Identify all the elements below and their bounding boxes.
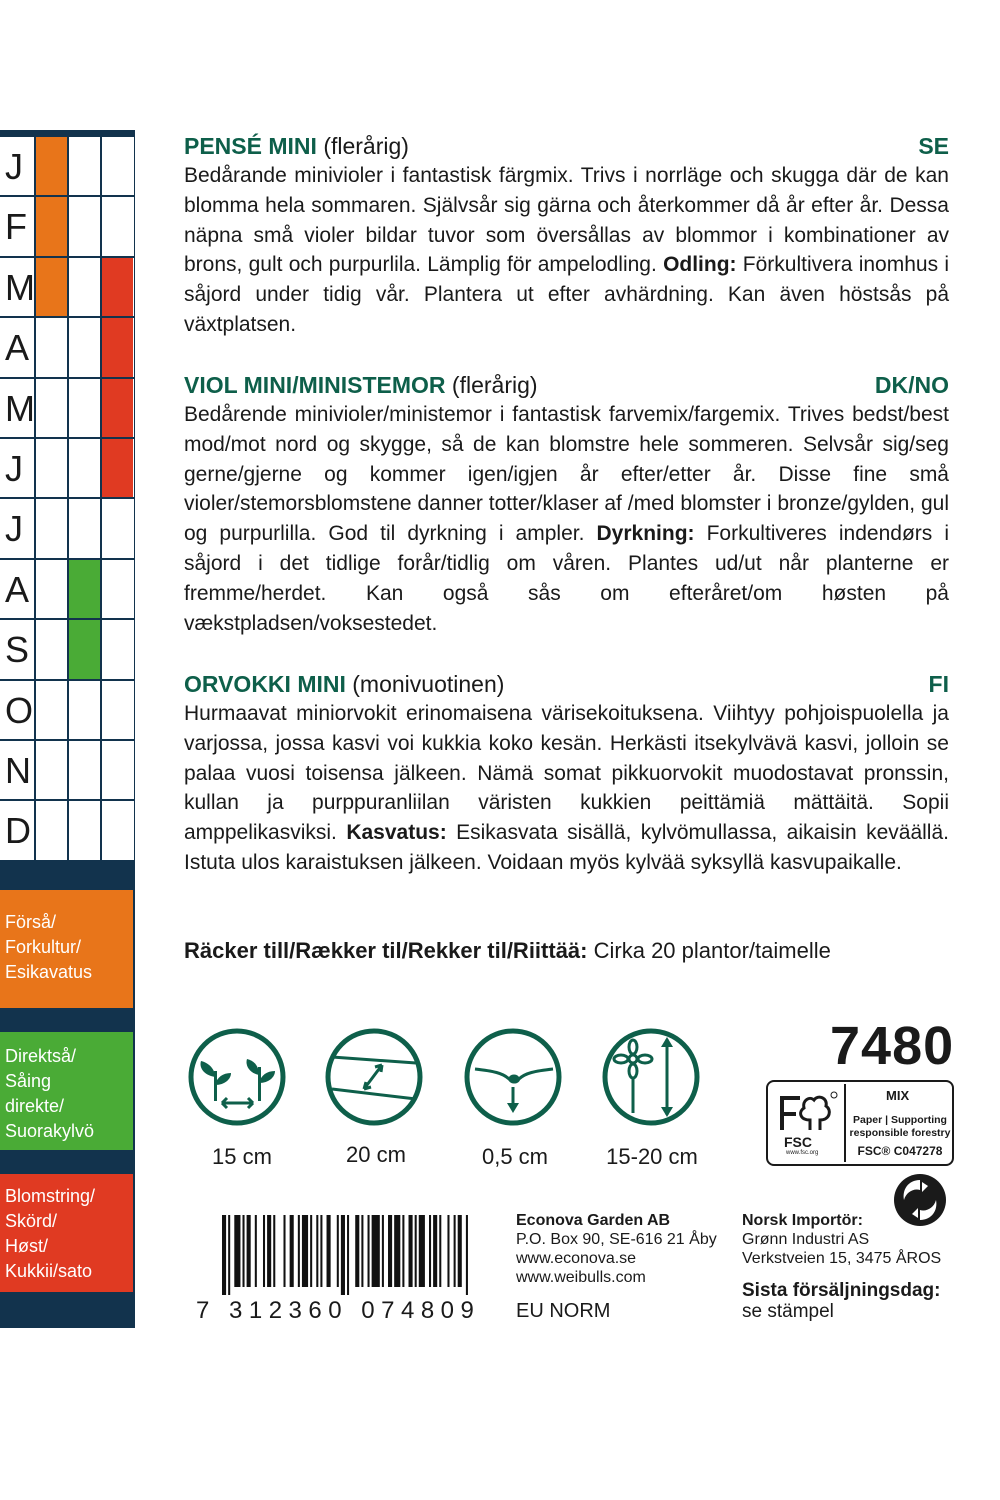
yield-label: Räcker till/Rækker til/Rekker til/Riittää: <box>184 938 588 963</box>
calendar-cell <box>36 801 69 859</box>
plant-spacing-label: 15 cm <box>212 1144 272 1169</box>
barcode-bar <box>439 1215 441 1287</box>
fsc-license: FSC® C047278 <box>857 1144 943 1158</box>
calendar-cell-red <box>102 258 133 316</box>
desc-text2-fi: Esikasvata sisällä, kylvömullassa, aikaisin keväällä. Istuta ulos karaistuksen jälkeen. Voidaan myös kylvää syksyllä kasvupaikalle. <box>184 821 949 874</box>
barcode-bar <box>242 1215 244 1287</box>
legend-blom-text: Blomstring/ Skörd/ Høst/ Kukkii/sato <box>5 1186 96 1281</box>
sow-depth-label: 0,5 cm <box>481 1144 549 1169</box>
barcode-bar <box>458 1215 462 1287</box>
calendar-month-letter: A <box>0 560 36 618</box>
barcode-bar <box>247 1215 251 1287</box>
importer-name: Grønn Industri AS <box>742 1231 870 1248</box>
calendar-month-letter: M <box>0 258 36 316</box>
calendar-month-letter: N <box>0 741 36 799</box>
qualifier-fi: (monivuotinen) <box>352 671 505 697</box>
sell-by-value: se stämpel <box>742 1301 834 1322</box>
barcode-bar <box>415 1215 417 1287</box>
barcode-bar <box>290 1215 294 1287</box>
calendar-cell <box>36 318 69 376</box>
calendar-cell-red <box>102 439 133 497</box>
calendar-cell <box>36 379 69 437</box>
lang-dk: DK/NO <box>874 372 949 398</box>
sowing-calendar <box>0 137 134 862</box>
label-se: Odling: <box>663 253 737 277</box>
barcode-bar <box>228 1215 230 1295</box>
barcode-bar <box>283 1215 285 1287</box>
section-dk <box>184 370 949 638</box>
calendar-cell <box>102 197 133 255</box>
calendar-cell <box>102 681 133 739</box>
sow-depth-icon <box>463 1027 563 1127</box>
desc-text-se: Bedårande minivioler i fantastisk färgmix. Trivs i norrläge och skugga där de kan blomma hela sommaren. Självsår sig gärna och återkommer då år efter år. Dessa näpna små violer bildar tuvor som översållas av blommor i kombinationer av brons, gult och purpurlila. Lämplig för ampelodling. <box>184 164 949 277</box>
product-name-dk: VIOL MINI/MINISTEMOR <box>184 372 446 398</box>
calendar-cell <box>69 197 102 255</box>
calendar-cell-orange <box>36 137 69 195</box>
lang-se: SE <box>918 133 949 159</box>
barcode-bar <box>222 1215 226 1295</box>
calendar-row <box>0 137 134 197</box>
fsc-line1: Paper | Supporting <box>853 1114 947 1126</box>
qualifier-se: (flerårig) <box>323 133 409 159</box>
calendar-cell <box>69 681 102 739</box>
barcode-bar <box>341 1215 345 1295</box>
importer-address <box>742 1211 941 1268</box>
product-name-se: PENSÉ MINI <box>184 133 317 159</box>
calendar-cell <box>36 439 69 497</box>
product-name-fi: ORVOKKI MINI <box>184 671 346 697</box>
barcode-bar <box>382 1215 384 1287</box>
row-spacing-label: 20 cm <box>346 1142 406 1167</box>
importer-addr: Verkstveien 15, 3475 ÅROS <box>742 1250 942 1267</box>
barcode-bar <box>263 1215 265 1287</box>
company-box: P.O. Box 90, SE-616 21 Åby <box>516 1231 717 1248</box>
fsc-divider <box>844 1084 846 1162</box>
legend-blom <box>0 1174 133 1292</box>
description-dk <box>184 400 949 638</box>
calendar-cell <box>69 318 102 376</box>
calendar-row <box>0 560 134 620</box>
barcode-bar <box>316 1215 318 1287</box>
barcode-bar <box>454 1215 456 1287</box>
calendar-row <box>0 741 134 801</box>
calendar-cell-orange <box>36 197 69 255</box>
calendar-cell-green <box>69 620 102 678</box>
yield-line <box>184 938 831 964</box>
calendar-month-letter: J <box>0 439 36 497</box>
yield-value: Cirka 20 plantor/taimelle <box>593 938 831 963</box>
calendar-cell <box>69 801 102 859</box>
barcode-bar <box>298 1215 300 1287</box>
description-se <box>184 161 949 340</box>
barcode-digits: 7 312360 074809 <box>196 1297 481 1324</box>
barcode-bar <box>267 1215 271 1287</box>
fsc-url: www.fsc.org <box>786 1150 819 1156</box>
calendar-cell-red <box>102 318 133 376</box>
barcode-bar <box>273 1215 275 1287</box>
label-dk: Dyrkning: <box>596 522 695 546</box>
calendar-cell <box>102 620 133 678</box>
barcode-bar <box>255 1215 257 1287</box>
barcode-bar <box>355 1215 359 1287</box>
calendar-cell <box>36 560 69 618</box>
desc-text-fi: Hurmaavat miniorvokit erinomaisena värisekoituksena. Viihtyy pohjoispuolella ja varjossa, jossa kasvi voi kukkia koko kesän. Herkästi itsekylvävä kasvi, jolloin se palaa vuosi toisensa jälkeen. Nämä somat pikkuorvokit muodostavat pronssin, kullan ja purppuranliilan väristen kukkien peittämiä mättäitä. Sopii amppelikasviksi. <box>184 702 949 845</box>
barcode-bar <box>433 1215 437 1287</box>
section-fi <box>184 669 949 878</box>
calendar-cell <box>69 258 102 316</box>
sell-by-title: Sista försäljningsdag: <box>742 1280 941 1301</box>
lang-fi: FI <box>928 671 949 697</box>
barcode-bar <box>419 1215 425 1287</box>
legend-direkt <box>0 1032 133 1150</box>
sell-by <box>742 1280 940 1322</box>
barcode-bar <box>302 1215 308 1287</box>
barcode-bar <box>388 1215 392 1287</box>
barcode-bar <box>372 1215 380 1287</box>
calendar-cell <box>69 379 102 437</box>
calendar-month-letter: A <box>0 318 36 376</box>
barcode-bar <box>429 1215 431 1287</box>
barcode-bar <box>347 1215 349 1295</box>
calendar-month-letter: F <box>0 197 36 255</box>
barcode-bar <box>394 1215 400 1287</box>
calendar-cell <box>102 741 133 799</box>
calendar-cell <box>69 439 102 497</box>
calendar-cell <box>69 741 102 799</box>
legend-direkt-text: Direktså/ Såing direkte/ Suorakylvö <box>5 1046 95 1141</box>
calendar-month-letter: J <box>0 137 36 195</box>
fsc-mix: MIX <box>886 1088 910 1103</box>
calendar-cell <box>69 499 102 557</box>
legend-forsa-text: Förså/ Forkultur/ Esikavatus <box>5 912 93 982</box>
calendar-month-letter: M <box>0 379 36 437</box>
calendar-cell <box>102 560 133 618</box>
calendar-row <box>0 197 134 257</box>
calendar-cell <box>69 137 102 195</box>
barcode-bar <box>409 1215 413 1287</box>
calendar-row <box>0 258 134 318</box>
calendar-row <box>0 620 134 680</box>
barcode-bar <box>447 1215 449 1287</box>
calendar-cell <box>36 681 69 739</box>
barcode-bar <box>402 1215 404 1287</box>
calendar-cell <box>102 137 133 195</box>
fsc-label <box>766 1080 954 1166</box>
calendar-row <box>0 499 134 559</box>
barcode-bar <box>310 1215 312 1287</box>
qualifier-dk: (flerårig) <box>451 372 538 398</box>
barcode-bar <box>368 1215 370 1287</box>
calendar-cell <box>102 801 133 859</box>
calendar-row <box>0 681 134 741</box>
plant-height-icon <box>601 1027 701 1127</box>
calendar-row <box>0 801 134 861</box>
calendar-cell <box>36 741 69 799</box>
calendar-cell <box>102 499 133 557</box>
barcode-bar <box>337 1215 339 1287</box>
desc-text2-dk: Forkultiveres indendørs i såjord i det tidlige forår/tidlig om våren. Plantes ud/ut når planterne er fremme/herdet. Kan også sås om efteråret/om høsten på vækstpladsen/voksestedet. <box>184 522 949 635</box>
calendar-month-letter: D <box>0 801 36 859</box>
barcode-bar <box>320 1215 322 1287</box>
calendar-month-letter: S <box>0 620 36 678</box>
row-spacing-icon <box>324 1027 424 1127</box>
company-name: Econova Garden AB <box>516 1212 671 1229</box>
label-fi: Kasvatus: <box>346 821 447 845</box>
calendar-row <box>0 439 134 499</box>
article-code: 7480 <box>830 1016 955 1076</box>
importer-title: Norsk Importör: <box>742 1212 863 1229</box>
barcode-bar <box>361 1215 363 1287</box>
desc-text-dk: Bedårende minivioler/ministemor i fantastisk farvemix/fargemix. Trives bedst/best mod/mot nord og skygge, så de kan blomstre hele sommeren. Selvsår sig/seg gerne/gjerne og kommer igen/igjen år efter/etter år. Disse fine små violer/stemorsblomstene danner totter/klaser af /med blomster i bronze/gylden, gul og purpurlilla. God til dyrkning i ampler. <box>184 403 949 546</box>
calendar-month-letter: J <box>0 499 36 557</box>
calendar-cell-orange <box>36 258 69 316</box>
barcode <box>222 1215 470 1295</box>
calendar-cell <box>36 499 69 557</box>
fsc-logo-text: FSC <box>784 1134 812 1150</box>
company-address <box>516 1211 717 1287</box>
desc-text2-se: Förkultivera inomhus i såjord under tidig vår. Plantera ut efter avhärdning. Kan även höstsås på växtplatsen. <box>184 253 949 336</box>
company-web2: www.weibulls.com <box>516 1269 646 1286</box>
company-web1: www.econova.se <box>516 1250 637 1267</box>
plant-height-label: 15-20 cm <box>606 1144 698 1169</box>
barcode-bar <box>327 1215 331 1287</box>
plant-spacing-icon <box>187 1027 287 1127</box>
barcode-bar <box>466 1215 468 1295</box>
calendar-cell-red <box>102 379 133 437</box>
fsc-tree-icon <box>778 1090 840 1134</box>
calendar-row <box>0 379 134 439</box>
section-se <box>184 131 949 340</box>
calendar-cell-green <box>69 560 102 618</box>
calendar-row <box>0 318 134 378</box>
eu-norm: EU NORM <box>516 1300 611 1322</box>
fsc-line2: responsible forestry <box>849 1127 951 1139</box>
calendar-month-letter: O <box>0 681 36 739</box>
description-fi <box>184 699 949 878</box>
calendar-cell <box>36 620 69 678</box>
barcode-bar <box>234 1215 240 1287</box>
legend-forsa <box>0 890 133 1008</box>
